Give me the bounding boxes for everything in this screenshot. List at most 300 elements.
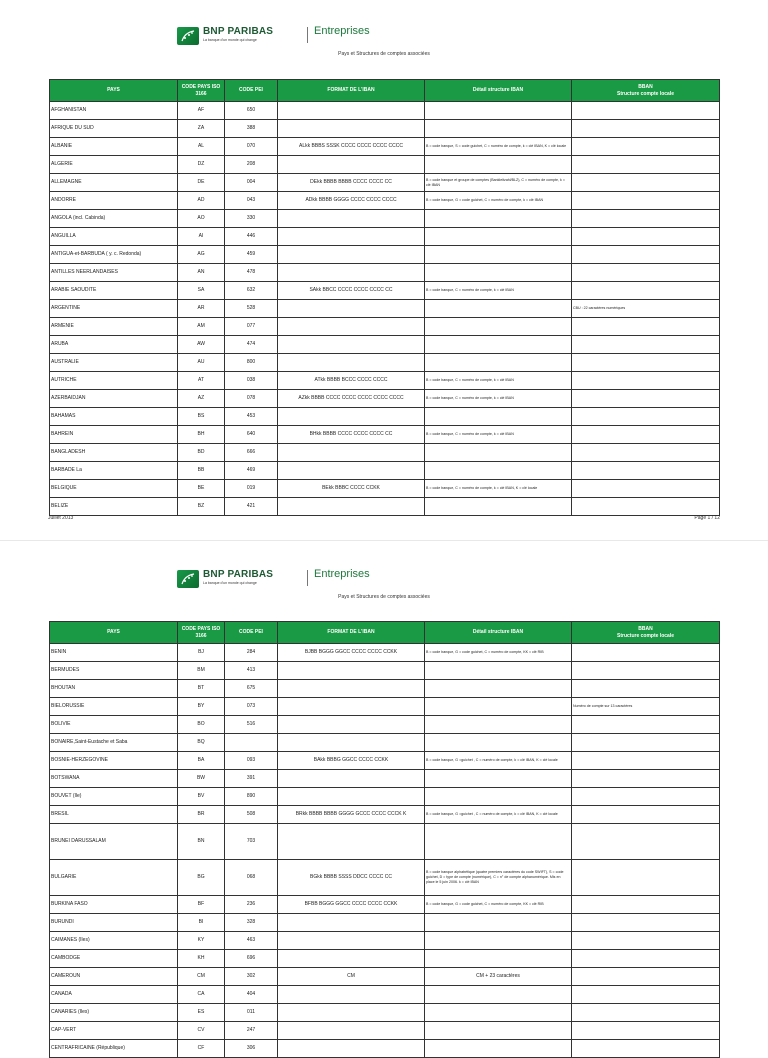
cell-iso-code: KY	[178, 932, 225, 950]
cell-iso-code: ZA	[178, 120, 225, 138]
cell-iso-code: BR	[178, 806, 225, 824]
cell-iban-format	[278, 444, 425, 462]
iban-table	[49, 621, 720, 1058]
cell-pays: CAMEROUN	[50, 968, 178, 986]
cell-iban-detail: B = code banque, S = code guichet, C = numéro de compte, k = clé IBAN, K = clé locale	[425, 138, 572, 156]
cell-iban-format	[278, 102, 425, 120]
cell-pei-code: 330	[225, 210, 278, 228]
cell-pei-code: 463	[225, 932, 278, 950]
cell-pays: ANGOLA (incl. Cabinda)	[50, 210, 178, 228]
table-row	[50, 680, 720, 698]
document-subtitle: Pays et Structures de comptes associées	[338, 51, 430, 57]
cell-iso-code: BH	[178, 426, 225, 444]
cell-pei-code: 011	[225, 1004, 278, 1022]
cell-iban-format: DEkk BBBB BBBB CCCC CCCC CC	[278, 174, 425, 192]
footer-date: Juillet 2013	[48, 515, 74, 521]
table-row	[50, 192, 720, 210]
cell-pei-code: 640	[225, 426, 278, 444]
table-row	[50, 734, 720, 752]
cell-iban-format	[278, 788, 425, 806]
cell-pei-code: 413	[225, 662, 278, 680]
cell-iban-format	[278, 228, 425, 246]
col-header-pays: PAYS	[50, 80, 178, 102]
cell-iban-format: CM	[278, 968, 425, 986]
cell-iban-format: BEkk BBBC CCCC CCKK	[278, 480, 425, 498]
table-row	[50, 914, 720, 932]
cell-pei-code: 247	[225, 1022, 278, 1040]
cell-bban	[572, 968, 720, 986]
table-row	[50, 336, 720, 354]
cell-pays: AFRIQUE DU SUD	[50, 120, 178, 138]
cell-bban	[572, 1040, 720, 1058]
cell-iban-format	[278, 264, 425, 282]
cell-pei-code: 508	[225, 806, 278, 824]
bban-title: BBAN	[638, 626, 653, 632]
cell-bban	[572, 950, 720, 968]
cell-pei-code: 068	[225, 860, 278, 896]
cell-bban	[572, 264, 720, 282]
cell-iban-format	[278, 914, 425, 932]
cell-pays: ALGERIE	[50, 156, 178, 174]
col-header-iso: CODE PAYS ISO 3166	[178, 80, 225, 102]
cell-iso-code: AU	[178, 354, 225, 372]
cell-iso-code: ES	[178, 1004, 225, 1022]
cell-pays: ANTILLES NEERLANDAISES	[50, 264, 178, 282]
table-row	[50, 716, 720, 734]
cell-pei-code: 632	[225, 282, 278, 300]
cell-iban-detail: B = code banque, G = code guichet, C = numéro de compte, KK = clé RIB	[425, 896, 572, 914]
cell-pays: CANADA	[50, 986, 178, 1004]
cell-iban-format	[278, 986, 425, 1004]
cell-iban-format: BGkk BBBB SSSS DDCC CCCC CC	[278, 860, 425, 896]
cell-iso-code: BA	[178, 752, 225, 770]
cell-iban-detail: B = code banque, C = numéro de compte, k = clé IBAN	[425, 390, 572, 408]
table-row	[50, 1004, 720, 1022]
cell-iso-code: AO	[178, 210, 225, 228]
cell-pei-code: 302	[225, 968, 278, 986]
cell-pays: BENIN	[50, 644, 178, 662]
table-row	[50, 282, 720, 300]
cell-pays: CAMBODGE	[50, 950, 178, 968]
cell-pays: BAHAMAS	[50, 408, 178, 426]
table-row	[50, 968, 720, 986]
bban-title: BBAN	[638, 84, 653, 90]
cell-iban-format	[278, 770, 425, 788]
cell-pays: ALLEMAGNE	[50, 174, 178, 192]
cell-pei-code: 474	[225, 336, 278, 354]
cell-pei-code: 650	[225, 102, 278, 120]
brand-name: BNP PARIBAS	[203, 569, 274, 580]
cell-iban-format	[278, 680, 425, 698]
cell-iban-detail	[425, 462, 572, 480]
header-divider	[307, 27, 308, 43]
cell-pei-code: 328	[225, 914, 278, 932]
cell-pays: CENTRAFRICAINE (République)	[50, 1040, 178, 1058]
table-row	[50, 390, 720, 408]
cell-iso-code: BS	[178, 408, 225, 426]
cell-pei-code: 078	[225, 390, 278, 408]
cell-pei-code: 703	[225, 824, 278, 860]
bnp-logo-icon	[177, 570, 199, 588]
table-row	[50, 698, 720, 716]
table-row	[50, 264, 720, 282]
cell-pays: AFGHANISTAN	[50, 102, 178, 120]
table-row	[50, 752, 720, 770]
cell-iso-code: BD	[178, 444, 225, 462]
cell-pei-code: 459	[225, 246, 278, 264]
cell-pays: ALBANIE	[50, 138, 178, 156]
cell-bban	[572, 788, 720, 806]
brand-name: BNP PARIBAS	[203, 26, 274, 37]
bnp-logo-icon	[177, 27, 199, 45]
cell-bban	[572, 192, 720, 210]
table-row	[50, 426, 720, 444]
table-row	[50, 174, 720, 192]
cell-iban-detail	[425, 716, 572, 734]
cell-pei-code: 019	[225, 480, 278, 498]
cell-iso-code: CA	[178, 986, 225, 1004]
cell-iban-format	[278, 246, 425, 264]
cell-iban-detail	[425, 102, 572, 120]
cell-pays: ARMENIE	[50, 318, 178, 336]
cell-iban-format	[278, 120, 425, 138]
cell-iban-format	[278, 498, 425, 516]
cell-iso-code: BV	[178, 788, 225, 806]
table-row	[50, 372, 720, 390]
brand-tagline: La banque d'un monde qui change	[203, 38, 257, 42]
cell-pei-code: 284	[225, 644, 278, 662]
cell-pei-code: 890	[225, 788, 278, 806]
cell-pei-code: 453	[225, 408, 278, 426]
cell-bban	[572, 156, 720, 174]
cell-bban	[572, 480, 720, 498]
col-header-detail: Détail structure IBAN	[425, 80, 572, 102]
cell-iso-code: BG	[178, 860, 225, 896]
cell-bban	[572, 390, 720, 408]
cell-iso-code: BW	[178, 770, 225, 788]
cell-pei-code: 070	[225, 138, 278, 156]
cell-bban	[572, 914, 720, 932]
cell-pei-code: 093	[225, 752, 278, 770]
cell-iban-detail: B = code banque, C = numéro de compte, k = clé IBAN	[425, 282, 572, 300]
cell-iban-format	[278, 698, 425, 716]
cell-iban-format	[278, 1022, 425, 1040]
cell-iban-detail	[425, 770, 572, 788]
cell-iban-detail	[425, 680, 572, 698]
cell-pays: BHOUTAN	[50, 680, 178, 698]
cell-pei-code: 478	[225, 264, 278, 282]
cell-pays: BURKINA FASO	[50, 896, 178, 914]
cell-pays: BULGARIE	[50, 860, 178, 896]
cell-bban	[572, 444, 720, 462]
cell-iso-code: BI	[178, 914, 225, 932]
table-row	[50, 806, 720, 824]
col-header-pei: CODE PEI	[225, 80, 278, 102]
table-row	[50, 102, 720, 120]
table-row	[50, 138, 720, 156]
cell-bban	[572, 246, 720, 264]
cell-pays: BOUVET (Ile)	[50, 788, 178, 806]
cell-iban-detail	[425, 336, 572, 354]
table-row	[50, 210, 720, 228]
cell-iso-code: BB	[178, 462, 225, 480]
product-name: Entreprises	[314, 25, 370, 37]
cell-iban-format	[278, 156, 425, 174]
cell-bban	[572, 770, 720, 788]
document-subtitle: Pays et Structures de comptes associées	[338, 594, 430, 600]
cell-pei-code: 391	[225, 770, 278, 788]
cell-bban	[572, 210, 720, 228]
iban-table	[49, 79, 720, 516]
cell-iban-format: ATkk BBBB BCCC CCCC CCCC	[278, 372, 425, 390]
col-header-bban	[572, 622, 720, 644]
cell-iso-code: AM	[178, 318, 225, 336]
cell-iban-detail	[425, 950, 572, 968]
cell-pei-code: 528	[225, 300, 278, 318]
cell-iso-code: AW	[178, 336, 225, 354]
cell-iban-format	[278, 734, 425, 752]
cell-pays: BERMUDES	[50, 662, 178, 680]
table-row	[50, 228, 720, 246]
cell-iban-format: BHkk BBBB CCCC CCCC CCCC CC	[278, 426, 425, 444]
cell-iban-detail	[425, 228, 572, 246]
table-row	[50, 354, 720, 372]
cell-bban	[572, 354, 720, 372]
table-row	[50, 824, 720, 860]
bban-subtitle: Structure compte locale	[617, 632, 674, 639]
cell-iban-format	[278, 950, 425, 968]
cell-iso-code: AD	[178, 192, 225, 210]
table-row	[50, 444, 720, 462]
cell-iban-detail: B = code banque, G =guichet , C = numéro de compte, k = clé IBAN, K = clé locale	[425, 752, 572, 770]
cell-iban-detail	[425, 120, 572, 138]
cell-iso-code: CF	[178, 1040, 225, 1058]
header-divider	[307, 570, 308, 586]
table-row	[50, 408, 720, 426]
cell-pays: ARUBA	[50, 336, 178, 354]
cell-bban	[572, 1004, 720, 1022]
cell-iban-detail	[425, 698, 572, 716]
col-header-detail: Détail structure IBAN	[425, 622, 572, 644]
cell-bban	[572, 734, 720, 752]
cell-pays: ANGUILLA	[50, 228, 178, 246]
cell-iban-format	[278, 824, 425, 860]
cell-bban	[572, 336, 720, 354]
col-header-iso: CODE PAYS ISO 3166	[178, 622, 225, 644]
table-row	[50, 120, 720, 138]
cell-bban	[572, 644, 720, 662]
cell-bban	[572, 372, 720, 390]
col-header-format: FORMAT DE L'IBAN	[278, 80, 425, 102]
cell-bban	[572, 138, 720, 156]
cell-pays: BELGIQUE	[50, 480, 178, 498]
table-row	[50, 156, 720, 174]
cell-pei-code: 306	[225, 1040, 278, 1058]
cell-pays: AUSTRALIE	[50, 354, 178, 372]
footer-page-number: Page 1 / 12	[694, 515, 720, 521]
cell-pei-code: 800	[225, 354, 278, 372]
cell-iban-format	[278, 462, 425, 480]
document-page-2	[0, 540, 768, 1052]
cell-pays: AUTRICHE	[50, 372, 178, 390]
page-header	[157, 24, 377, 48]
cell-iso-code: AR	[178, 300, 225, 318]
cell-iban-format	[278, 318, 425, 336]
cell-iban-detail	[425, 1022, 572, 1040]
cell-iso-code: BY	[178, 698, 225, 716]
cell-pei-code: 038	[225, 372, 278, 390]
cell-iban-detail: CM + 23 caractères	[425, 968, 572, 986]
cell-iban-format: ADkk BBBB GGGG CCCC CCCC CCCC	[278, 192, 425, 210]
cell-iso-code: BE	[178, 480, 225, 498]
brand-tagline: La banque d'un monde qui change	[203, 581, 257, 585]
cell-iso-code: AF	[178, 102, 225, 120]
table-header-row	[50, 622, 720, 644]
cell-pays: BOSNIE-HERZEGOVINE	[50, 752, 178, 770]
cell-pei-code: 236	[225, 896, 278, 914]
cell-pays: BARBADE La	[50, 462, 178, 480]
cell-iban-detail	[425, 788, 572, 806]
cell-pei-code: 446	[225, 228, 278, 246]
cell-bban	[572, 716, 720, 734]
cell-pays: ARGENTINE	[50, 300, 178, 318]
table-row	[50, 246, 720, 264]
cell-iban-detail	[425, 1040, 572, 1058]
cell-bban	[572, 282, 720, 300]
cell-pays: CANARIES (Iles)	[50, 1004, 178, 1022]
cell-iban-detail	[425, 986, 572, 1004]
table-row	[50, 1022, 720, 1040]
table-header-row	[50, 80, 720, 102]
cell-iso-code: BO	[178, 716, 225, 734]
cell-iban-detail	[425, 354, 572, 372]
cell-iban-detail: B = code banque, G = code guichet, C = numéro de compte, k = clé IBAN	[425, 192, 572, 210]
cell-iban-format	[278, 210, 425, 228]
cell-iban-format: BAkk BBBG GGCC CCCC CCKK	[278, 752, 425, 770]
cell-pei-code: 004	[225, 174, 278, 192]
cell-pays: CAP-VERT	[50, 1022, 178, 1040]
cell-pei-code: 421	[225, 498, 278, 516]
cell-iban-detail	[425, 300, 572, 318]
cell-pays: AZERBAIDJAN	[50, 390, 178, 408]
cell-iban-format: AZkk BBBB CCCC CCCC CCCC CCCC CCCC	[278, 390, 425, 408]
table-row	[50, 318, 720, 336]
table-row	[50, 644, 720, 662]
cell-bban	[572, 752, 720, 770]
cell-iso-code: BM	[178, 662, 225, 680]
cell-iban-format	[278, 408, 425, 426]
cell-iso-code: AT	[178, 372, 225, 390]
cell-bban	[572, 680, 720, 698]
col-header-format: FORMAT DE L'IBAN	[278, 622, 425, 644]
cell-iban-detail: B = code banque, C = numéro de compte, k = clé IBAN	[425, 426, 572, 444]
table-row	[50, 788, 720, 806]
bban-subtitle: Structure compte locale	[617, 90, 674, 97]
cell-iso-code: KH	[178, 950, 225, 968]
cell-iban-detail	[425, 662, 572, 680]
cell-pei-code: 469	[225, 462, 278, 480]
cell-pei-code	[225, 734, 278, 752]
cell-iso-code: AG	[178, 246, 225, 264]
cell-pei-code: 077	[225, 318, 278, 336]
cell-pei-code: 675	[225, 680, 278, 698]
cell-pays: BELIZE	[50, 498, 178, 516]
cell-iban-detail	[425, 210, 572, 228]
cell-iban-detail	[425, 932, 572, 950]
cell-bban	[572, 318, 720, 336]
cell-iban-detail	[425, 246, 572, 264]
cell-iban-detail: B = code banque alphabétique (quatre premiers caractères du code SWIFT), S = code guichet, D = type de compte (numérique), C = n° de compte alphanumérique. Mis en place le 5 juin 2006. k = clé IBAN	[425, 860, 572, 896]
col-header-pei: CODE PEI	[225, 622, 278, 644]
cell-iso-code: AL	[178, 138, 225, 156]
cell-iban-format: BFBB BGGG GGCC CCCC CCCC CCKK	[278, 896, 425, 914]
table-row	[50, 986, 720, 1004]
cell-iban-format: BRkk BBBB BBBB GGGG GCCC CCCC CCCK K	[278, 806, 425, 824]
cell-iban-detail: B = code banque et groupe de comptes (Bankleitzahl/BLZ), C = numéro de compte, k = clé IBAN	[425, 174, 572, 192]
cell-bban	[572, 662, 720, 680]
cell-pei-code: 388	[225, 120, 278, 138]
cell-iban-format	[278, 1004, 425, 1022]
cell-pei-code: 696	[225, 950, 278, 968]
cell-iso-code: CV	[178, 1022, 225, 1040]
cell-iso-code: DE	[178, 174, 225, 192]
table-row	[50, 498, 720, 516]
cell-pays: BOTSWANA	[50, 770, 178, 788]
cell-iban-format: SAkk BBCC CCCC CCCC CCCC CC	[278, 282, 425, 300]
cell-bban	[572, 1022, 720, 1040]
cell-iban-detail: B = code banque, C = numéro de compte, k = clé IBAN	[425, 372, 572, 390]
cell-pays: BURUNDI	[50, 914, 178, 932]
cell-iso-code: SA	[178, 282, 225, 300]
cell-iso-code: BQ	[178, 734, 225, 752]
cell-bban	[572, 120, 720, 138]
cell-iso-code: AI	[178, 228, 225, 246]
cell-pei-code: 516	[225, 716, 278, 734]
cell-bban: Numéro de compte sur 13 caractères	[572, 698, 720, 716]
cell-bban	[572, 806, 720, 824]
cell-pays: BRUNEI DARUSSALAM	[50, 824, 178, 860]
cell-pays: BAHREIN	[50, 426, 178, 444]
cell-iso-code: AN	[178, 264, 225, 282]
cell-iban-format: BJBB BGGG GGCC CCCC CCCC CCKK	[278, 644, 425, 662]
cell-iso-code: DZ	[178, 156, 225, 174]
cell-iso-code: AZ	[178, 390, 225, 408]
cell-iban-detail: B = code banque, C = numéro de compte, k = clé IBAN, K = clé locale	[425, 480, 572, 498]
cell-iban-detail	[425, 824, 572, 860]
cell-iban-format	[278, 716, 425, 734]
table-row	[50, 462, 720, 480]
table-row	[50, 896, 720, 914]
cell-pays: BIELORUSSIE	[50, 698, 178, 716]
table-row	[50, 932, 720, 950]
cell-bban	[572, 932, 720, 950]
table-row	[50, 770, 720, 788]
cell-bban	[572, 426, 720, 444]
cell-pei-code: 404	[225, 986, 278, 1004]
cell-iban-format	[278, 354, 425, 372]
cell-iban-detail: B = code banque, G =guichet , C = numéro de compte, k = clé IBAN, K = clé locale	[425, 806, 572, 824]
cell-pei-code: 666	[225, 444, 278, 462]
cell-iban-detail	[425, 498, 572, 516]
cell-bban	[572, 824, 720, 860]
cell-iban-detail	[425, 914, 572, 932]
cell-iban-format	[278, 336, 425, 354]
cell-pays: BANGLADESH	[50, 444, 178, 462]
cell-bban	[572, 408, 720, 426]
cell-bban: CBU : 22 caractères numériques	[572, 300, 720, 318]
cell-iban-format	[278, 300, 425, 318]
cell-iban-detail	[425, 156, 572, 174]
